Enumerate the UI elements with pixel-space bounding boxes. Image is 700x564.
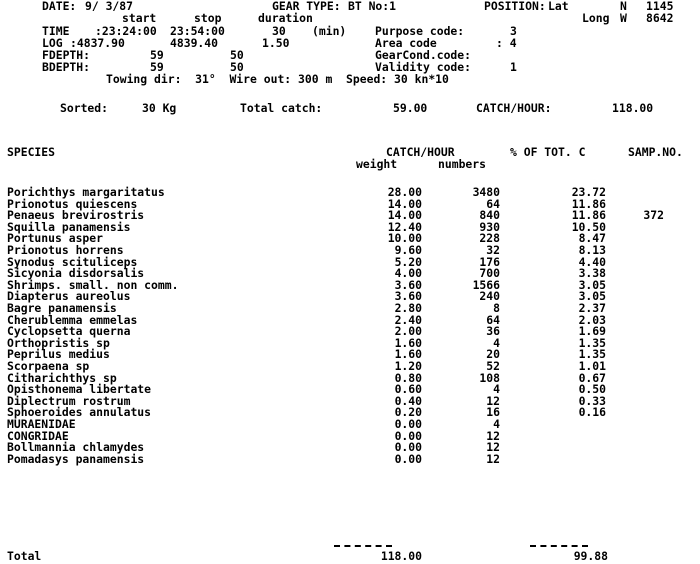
species-name: Peprilus medius <box>7 347 110 361</box>
catch-numbers: 8 <box>493 301 500 315</box>
percent-column-header: % OF TOT. C <box>510 145 586 159</box>
fdepth-start: 59 <box>150 48 164 62</box>
percent-of-total: 3.05 <box>578 278 606 292</box>
species-name: Prionotus quiescens <box>7 197 138 211</box>
time-start: :23:24:00 <box>95 24 157 38</box>
species-name: Bollmannia chlamydes <box>7 440 145 454</box>
species-name: Pomadasys panamensis <box>7 452 145 466</box>
catch-numbers: 12 <box>486 429 500 443</box>
numbers-subheader: numbers <box>438 157 487 171</box>
log-stop: 4839.40 <box>170 36 219 50</box>
catch-hour-label: CATCH/HOUR: <box>476 101 552 115</box>
percent-total-rule <box>530 545 588 547</box>
catch-weight: 9.60 <box>394 243 422 257</box>
catch-numbers: 16 <box>486 405 500 419</box>
species-name: Bagre panamensis <box>7 301 117 315</box>
catch-numbers: 240 <box>479 289 500 303</box>
long-hemisphere: W <box>620 11 627 25</box>
species-name: Sphoeroides annulatus <box>7 405 152 419</box>
percent-of-total: 4.40 <box>578 255 606 269</box>
fdepth-label: FDEPTH: <box>42 48 91 62</box>
time-stop: 23:54:00 <box>170 24 225 38</box>
samp-no-column-header: SAMP.NO. <box>628 145 683 159</box>
catch-weight: 5.20 <box>394 255 422 269</box>
percent-of-total: 0.33 <box>578 394 606 408</box>
catch-weight: 1.60 <box>394 336 422 350</box>
time-label: TIME <box>42 24 70 38</box>
catch-weight: 0.80 <box>394 371 422 385</box>
total-percent: 99.88 <box>573 549 608 563</box>
col-duration-heading: duration <box>258 11 313 25</box>
long-label: Long <box>582 11 610 25</box>
catch-numbers: 228 <box>479 231 500 245</box>
catch-weight: 2.80 <box>394 301 422 315</box>
position-label: POSITION: <box>484 0 546 13</box>
catch-weight: 0.20 <box>394 405 422 419</box>
bdepth-start: 59 <box>150 60 164 74</box>
species-name: Orthopristis sp <box>7 336 110 350</box>
species-name: MURAENIDAE <box>7 417 76 431</box>
catch-hour-value: 118.00 <box>612 101 654 115</box>
percent-of-total: 2.37 <box>578 301 606 315</box>
catch-weight: 4.00 <box>394 266 422 280</box>
weight-total-rule <box>334 545 392 547</box>
date-label: DATE: <box>42 0 77 13</box>
catch-weight: 14.00 <box>387 208 422 222</box>
species-name: Cyclopsetta querna <box>7 324 131 338</box>
catch-numbers: 4 <box>493 382 500 396</box>
total-weight: 118.00 <box>380 549 422 563</box>
catch-numbers: 4 <box>493 336 500 350</box>
species-name: Portunus asper <box>7 231 104 245</box>
catch-weight: 14.00 <box>387 197 422 211</box>
fdepth-stop: 50 <box>230 48 244 62</box>
total-label: Total <box>7 549 42 563</box>
species-name: Scorpaena sp <box>7 359 90 373</box>
percent-of-total: 1.35 <box>578 336 606 350</box>
catch-weight: 0.00 <box>394 452 422 466</box>
towing-info-line: Towing dir: 31° Wire out: 300 m Speed: 30 kn*10 <box>106 72 449 86</box>
gear-type-value: BT No:1 <box>348 0 397 13</box>
log-label: LOG <box>42 36 63 50</box>
weight-subheader: weight <box>356 157 398 171</box>
time-duration: 30 <box>272 24 286 38</box>
species-name: Opisthonema libertate <box>7 382 152 396</box>
sample-number: 372 <box>643 208 664 222</box>
catch-weight: 0.00 <box>394 429 422 443</box>
long-value: 8642 <box>646 11 674 25</box>
percent-of-total: 0.67 <box>578 371 606 385</box>
species-name: Synodus scituliceps <box>7 255 138 269</box>
catch-numbers: 930 <box>479 220 500 234</box>
catch-numbers: 700 <box>479 266 500 280</box>
catch-numbers: 36 <box>486 324 500 338</box>
validity-code-value: 1 <box>510 60 517 74</box>
species-column-header: SPECIES <box>7 145 56 159</box>
species-name: CONGRIDAE <box>7 429 69 443</box>
catch-weight: 2.40 <box>394 313 422 327</box>
sorted-label: Sorted: <box>60 101 109 115</box>
catch-numbers: 20 <box>486 347 500 361</box>
catch-weight: 2.00 <box>394 324 422 338</box>
catch-weight: 0.60 <box>394 382 422 396</box>
percent-of-total: 11.86 <box>571 197 606 211</box>
catch-weight: 0.00 <box>394 417 422 431</box>
total-catch-label: Total catch: <box>240 101 323 115</box>
date-value: 9/ 3/87 <box>85 0 134 13</box>
area-code-value: : 4 <box>496 36 517 50</box>
percent-of-total: 1.69 <box>578 324 606 338</box>
catch-numbers: 1566 <box>472 278 500 292</box>
gearcond-code-label: GearCond.code: <box>375 48 472 62</box>
purpose-code-label: Purpose code: <box>375 24 465 38</box>
species-name: Cherublemma emmelas <box>7 313 138 327</box>
area-code-label: Area code <box>375 36 437 50</box>
species-name: Penaeus brevirostris <box>7 208 145 222</box>
species-name: Diapterus aureolus <box>7 289 131 303</box>
species-name: Sicyonia disdorsalis <box>7 266 145 280</box>
bdepth-label: BDEPTH: <box>42 60 91 74</box>
catch-hour-column-header: CATCH/HOUR <box>386 145 455 159</box>
species-name: Prionotus horrens <box>7 243 124 257</box>
catch-weight: 28.00 <box>387 185 422 199</box>
catch-numbers: 108 <box>479 371 500 385</box>
catch-weight: 3.60 <box>394 278 422 292</box>
gear-type-label: GEAR TYPE: <box>272 0 341 13</box>
catch-weight: 12.40 <box>387 220 422 234</box>
percent-of-total: 0.50 <box>578 382 606 396</box>
species-name: Citharichthys sp <box>7 371 117 385</box>
total-catch-value: 59.00 <box>393 101 428 115</box>
col-stop-heading: stop <box>194 11 222 25</box>
lat-hemisphere: N <box>620 0 627 13</box>
catch-weight: 1.20 <box>394 359 422 373</box>
col-start-heading: start <box>122 11 157 25</box>
percent-of-total: 0.16 <box>578 405 606 419</box>
lat-label: Lat <box>548 0 569 13</box>
percent-of-total: 23.72 <box>571 185 606 199</box>
catch-numbers: 3480 <box>472 185 500 199</box>
catch-numbers: 4 <box>493 417 500 431</box>
time-unit: (min) <box>312 24 347 38</box>
catch-numbers: 12 <box>486 440 500 454</box>
catch-numbers: 52 <box>486 359 500 373</box>
percent-of-total: 3.38 <box>578 266 606 280</box>
catch-weight: 0.00 <box>394 440 422 454</box>
catch-weight: 0.40 <box>394 394 422 408</box>
lat-value: 1145 <box>646 0 674 13</box>
percent-of-total: 8.13 <box>578 243 606 257</box>
catch-numbers: 32 <box>486 243 500 257</box>
catch-numbers: 176 <box>479 255 500 269</box>
catch-weight: 10.00 <box>387 231 422 245</box>
sorted-value: 30 Kg <box>142 101 177 115</box>
percent-of-total: 1.01 <box>578 359 606 373</box>
percent-of-total: 2.03 <box>578 313 606 327</box>
percent-of-total: 8.47 <box>578 231 606 245</box>
percent-of-total: 1.35 <box>578 347 606 361</box>
catch-numbers: 840 <box>479 208 500 222</box>
bdepth-stop: 50 <box>230 60 244 74</box>
species-name: Squilla panamensis <box>7 220 131 234</box>
log-start: :4837.90 <box>70 36 125 50</box>
percent-of-total: 11.86 <box>571 208 606 222</box>
catch-numbers: 64 <box>486 197 500 211</box>
catch-numbers: 12 <box>486 394 500 408</box>
percent-of-total: 3.05 <box>578 289 606 303</box>
catch-weight: 1.60 <box>394 347 422 361</box>
species-name: Porichthys margaritatus <box>7 185 165 199</box>
percent-of-total: 10.50 <box>571 220 606 234</box>
catch-numbers: 64 <box>486 313 500 327</box>
catch-numbers: 12 <box>486 452 500 466</box>
validity-code-label: Validity code: <box>375 60 472 74</box>
species-name: Diplectrum rostrum <box>7 394 131 408</box>
species-name: Shrimps. small. non comm. <box>7 278 179 292</box>
purpose-code-value: 3 <box>510 24 517 38</box>
catch-weight: 3.60 <box>394 289 422 303</box>
log-duration: 1.50 <box>262 36 290 50</box>
